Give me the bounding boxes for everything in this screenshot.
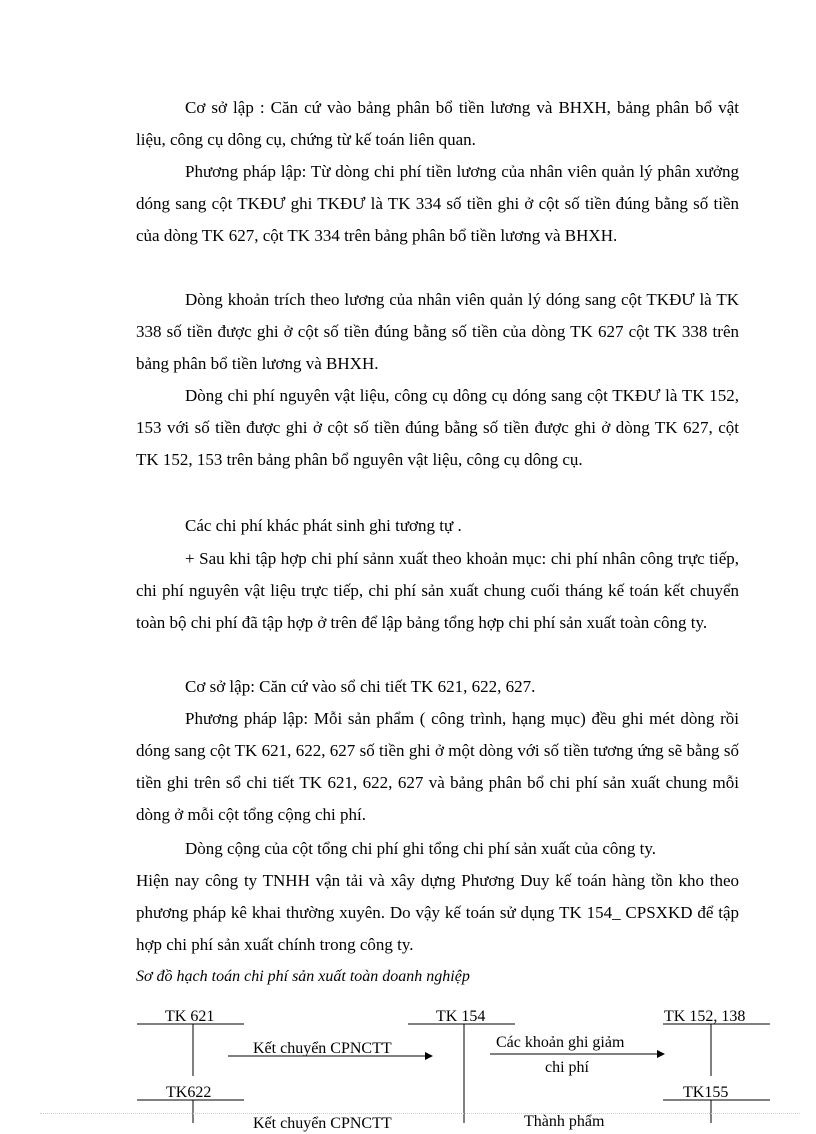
account-tk621: TK 621 (165, 1008, 215, 1025)
account-tk152-138: TK 152, 138 (664, 1008, 746, 1025)
label-chi-phi: chi phí (545, 1059, 589, 1076)
paragraph-cac-chi-phi-khac: Các chi phí khác phát sinh ghi tương tự . (185, 516, 462, 535)
paragraph-dong-khoan-trich: Dòng khoản trích theo lương của nhân viên quản lý dóng sang cột TKĐƯ là TK 338 số tiền được ghi ở cột số tiền đúng bằng số tiền của dòng TK 627 cột TK 338 trên bảng phân bổ tiền lương và BHXH. (136, 290, 739, 373)
page-footer-divider (40, 1113, 800, 1114)
paragraph-dong-cong: Dòng cộng của cột tổng chi phí ghi tổng chi phí sản xuất của công ty. (185, 839, 657, 858)
paragraph-phuong-phap-lap-1: Phương pháp lập: Từ dòng chi phí tiền lương của nhân viên quản lý phân xưởng dóng sang cột TKĐƯ ghi TKĐƯ là TK 334 số tiền ghi ở cột số tiền đúng bằng số tiền của dòng TK 627, cột TK 334 trên bảng phân bổ tiền lương và BHXH. (136, 162, 739, 245)
paragraph-hien-nay: Hiện nay công ty TNHH vận tải và xây dựng Phương Duy kế toán hàng tồn kho theo phương pháp kê khai thường xuyên. Do vậy kế toán sử dụng TK 154_ CPSXKD để tập hợp chi phí sản xuất chính trong công ty. (136, 871, 739, 954)
paragraph-co-so-lap-1: Cơ sở lập : Căn cứ vào bảng phân bổ tiền lương và BHXH, bảng phân bổ vật liệu, công cụ dông cụ, chứng từ kế toán liên quan. (136, 98, 739, 149)
account-tk154: TK 154 (436, 1008, 486, 1025)
paragraph-sau-khi-tap-hop: + Sau khi tập hợp chi phí sảnn xuất theo khoản mục: chi phí nhân công trực tiếp, chi phí nguyên vật liệu trực tiếp, chi phí sản xuất chung cuối tháng kế toán kết chuyển toàn bộ chi phí đã tập hợp ở trên để lập bảng tổng hợp chi phí sản xuất toàn công ty. (136, 549, 739, 632)
diagram-caption: Sơ đồ hạch toán chi phí sản xuất toàn doanh nghiệp (136, 968, 470, 985)
paragraph-dong-chi-phi-nvl: Dòng chi phí nguyên vật liệu, công cụ dông cụ dóng sang cột TKĐƯ là TK 152, 153 với số tiền được ghi ở cột số tiền đúng bằng số tiền được ghi ở dòng TK 627, cột TK 152, 153 trên bảng phân bổ nguyên vật liệu, công cụ dông cụ. (136, 386, 739, 469)
label-thanh-pham: Thành phẩm (524, 1113, 605, 1130)
paragraph-co-so-lap-2: Cơ sở lập: Căn cứ vào sổ chi tiết TK 621, 622, 627. (185, 677, 536, 696)
paragraph-phuong-phap-lap-2: Phương pháp lập: Mỗi sản phẩm ( công trình, hạng mục) đều ghi mét dòng rồi dóng sang cột TK 621, 622, 627 số tiền ghi ở một dòng với số tiền tương ứng sẽ bằng số tiền ghi trên sổ chi tiết TK 621, 622, 627 và bảng phân bổ chi phí sản xuất chung mỗi dòng ở mỗi cột tổng cộng chi phí. (136, 709, 739, 824)
label-cac-khoan-ghi-giam: Các khoản ghi giảm (496, 1034, 625, 1051)
label-ket-chuyen-cpnctt-1: Kết chuyển CPNCTT (253, 1040, 392, 1057)
label-ket-chuyen-cpnctt-2: Kết chuyển CPNCTT (253, 1115, 392, 1132)
account-tk622: TK622 (166, 1084, 212, 1101)
account-tk155: TK155 (683, 1084, 729, 1101)
